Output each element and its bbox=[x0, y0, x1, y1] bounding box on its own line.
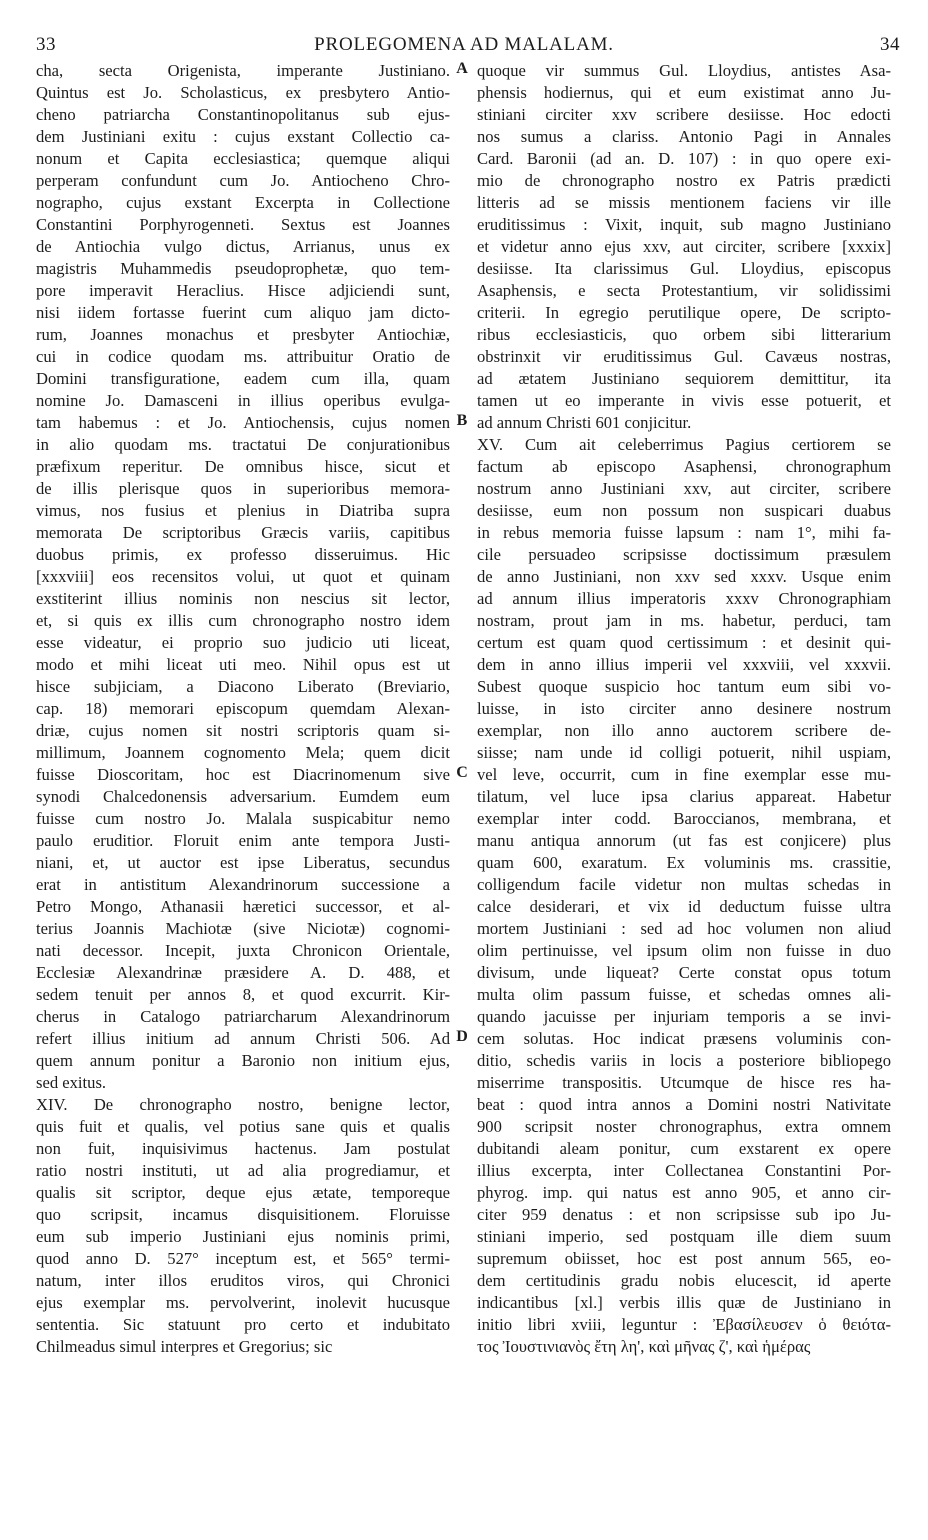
text-line: et videtur anno ejus xxv, aut circiter, scribere [xxxix] bbox=[477, 237, 891, 256]
text-line: nonum et Capita ecclesiastica; quemque aliqui bbox=[36, 149, 450, 168]
text-line: terius Joannis Machiotæ (sive Niciotæ) cognomi- bbox=[36, 919, 450, 938]
text-line: quoque vir summus Gul. Lloydius, antistes Asa- bbox=[477, 61, 891, 80]
text-line: sententia. Sic statuunt pro certo et indubitato bbox=[36, 1315, 450, 1334]
text-line: in alio quodam ms. tractatui De conjurationibus bbox=[36, 435, 450, 454]
text-line: nos sumus a clariss. Antonio Pagi in Annales bbox=[477, 127, 891, 146]
text-line: quando jacuisse per injuriam temporis a se invi- bbox=[477, 1007, 891, 1026]
text-line: de anno Justiniani, non xxv sed xxxv. Usque enim bbox=[477, 567, 891, 586]
left-page-number: 33 bbox=[36, 34, 56, 55]
text-line: Subest quoque suspicio hoc tantum eum sibi vo- bbox=[477, 677, 891, 696]
text-line: paulo eruditior. Floruit enim ante tempora Justi- bbox=[36, 831, 450, 850]
margin-marker-d: D bbox=[456, 1028, 468, 1045]
text-line: eum sub imperio Justiniani ejus nominis primi, bbox=[36, 1227, 450, 1246]
text-line: fuisse Dioscoritam, hoc est Diacrinomenum sive bbox=[36, 765, 450, 784]
text-line: siisse; nam unde id colligi potuerit, nihil uspiam, bbox=[477, 743, 891, 762]
text-line: non fuit, inquisivimus hactenus. Jam postulat bbox=[36, 1139, 450, 1158]
text-line: stiniani circiter xxv scribere desiisse. Hoc edocti bbox=[477, 105, 891, 124]
text-line: refert illius initium ad annum Christi 506. Ad bbox=[36, 1029, 450, 1048]
text-line: hisce subjiciam, a Diacono Liberato (Breviario, bbox=[36, 677, 450, 696]
text-line: sed exitus. bbox=[36, 1073, 107, 1092]
text-line: de Antiochia vulgo dictus, Arrianus, unus ex bbox=[36, 237, 450, 256]
text-line: quis fuit et qualis, vel potius sane quis et qualis bbox=[36, 1117, 450, 1136]
text-line: divisum, unde liqueat? Certe constat opus totum bbox=[477, 963, 891, 982]
text-line: driæ, cujus nomen sit nostri scriptoris quam si- bbox=[36, 721, 450, 740]
text-line: factum ab episcopo Asaphensi, chronographum bbox=[477, 457, 891, 476]
text-line: erat in antistitum Alexandrinorum successione a bbox=[36, 875, 450, 894]
text-line: multa olim passum fuisse, et schedas omnes ali- bbox=[477, 985, 891, 1004]
text-line: miserrime transpositis. Utcumque de hisce res ha- bbox=[477, 1073, 891, 1092]
text-line: dem in anno illius imperii vel xxxviii, vel xxxvii. bbox=[477, 655, 891, 674]
right-text-column bbox=[477, 60, 891, 1358]
margin-marker-b: B bbox=[456, 412, 468, 429]
text-line: tam habemus : et Jo. Antiochensis, cujus nomen bbox=[36, 413, 450, 432]
text-line: tilatum, vel luce ipsa clarius appareat. Habetur bbox=[477, 787, 891, 806]
text-line: duobus primis, ex professo disseruimus. Hic bbox=[36, 545, 450, 564]
text-line: ribus ecclesiasticis, quo orbem sibi litterarium bbox=[477, 325, 891, 344]
text-line: dem certitudinis gradu nobis elucescit, id aperte bbox=[477, 1271, 891, 1290]
left-text-column bbox=[36, 60, 450, 1358]
text-line: rum, Joannes monachus et presbyter Antiochiæ, bbox=[36, 325, 450, 344]
text-line: millimum, Joannem cognomento Mela; quem dicit bbox=[36, 743, 450, 762]
margin-marker-c: C bbox=[456, 764, 468, 781]
text-line: cheno patriarcha Constantinopolitanus sub ejus- bbox=[36, 105, 450, 124]
text-line: ad annum illius imperatoris xxxv Chronographiam bbox=[477, 589, 891, 608]
text-line: nostrum anno Justiniani xxv, aut circiter, scribere bbox=[477, 479, 891, 498]
text-line: vel leve, occurrit, cum in fine exemplar esse mu- bbox=[477, 765, 891, 784]
text-line: [xxxviii] eos recensitos volui, ut quot et quinam bbox=[36, 567, 450, 586]
text-line: niani, et, ut auctor est ipse Liberatus, secundus bbox=[36, 853, 450, 872]
text-line: et, si quis ex illis cum chronographo nostro idem bbox=[36, 611, 450, 630]
text-line: beat : quod intra annos a Domini nostri Nativitate bbox=[477, 1095, 891, 1114]
text-line: esse videatur, ei proprio suo judicio uti liceat, bbox=[36, 633, 450, 652]
text-line: Asaphensis, e secta Protestantium, vir solidissimi bbox=[477, 281, 891, 300]
text-line: certum est quam quod certissimum : et desinit qui- bbox=[477, 633, 891, 652]
text-line: citer 959 denatus : et non scripsisse sub ipo Ju- bbox=[477, 1205, 891, 1224]
text-line: desiisse, eum non possum non suspicari duabus bbox=[477, 501, 891, 520]
text-line: desiisse. Ita clarissimus Gul. Lloydius, episcopus bbox=[477, 259, 891, 278]
text-line: memorata De scriptoribus Græcis variis, capitibus bbox=[36, 523, 450, 542]
text-line: cha, secta Origenista, imperante Justiniano. bbox=[36, 61, 450, 80]
text-line: natum, inter illos eruditos viros, qui Chronici bbox=[36, 1271, 450, 1290]
text-line: Domini transfiguratione, eadem cum illa, quam bbox=[36, 369, 450, 388]
text-line: quem annum ponitur a Baronio non initium ejus, bbox=[36, 1051, 450, 1070]
text-line: obstrinxit vir eruditissimus Gul. Cavæus nostras, bbox=[477, 347, 891, 366]
text-line: ad annum Christi 601 conjicitur. bbox=[477, 413, 692, 432]
text-line: Quintus est Jo. Scholasticus, ex presbytero Antio- bbox=[36, 83, 450, 102]
text-line: 900 scripsit noster chronographus, extra omnem bbox=[477, 1117, 891, 1136]
text-line: ejus exemplar ms. pervolverint, inolevit hucusque bbox=[36, 1293, 450, 1312]
text-line: nisi iidem fortasse fuerint cum aliquo jam dicto- bbox=[36, 303, 450, 322]
text-line: luisse, in isto circiter anno desinere nostrum bbox=[477, 699, 891, 718]
text-line: præfixum reperitur. De omnibus hisce, sicut et bbox=[36, 457, 450, 476]
text-line: dubitandi aleam ponitur, cum exstarent ex opere bbox=[477, 1139, 891, 1158]
text-line: quam 600, exaratum. Ex voluminis ms. crassitie, bbox=[477, 853, 891, 872]
text-line: mortem Justiniani : sed ad hoc volumen non aliud bbox=[477, 919, 891, 938]
text-line: Constantini Porphyrogenneti. Sextus est Joannes bbox=[36, 215, 450, 234]
text-line: exemplar, non illo anno auctorem scribere de- bbox=[477, 721, 891, 740]
text-line: nostram, prout jam in ms. habetur, perduci, tam bbox=[477, 611, 891, 630]
text-line: qualis sit scriptor, deque ejus ætate, temporeque bbox=[36, 1183, 450, 1202]
text-line: pore imperavit Heraclius. Hisce adjiciendi sunt, bbox=[36, 281, 450, 300]
margin-marker-a: A bbox=[456, 60, 468, 77]
text-line: vimus, nos fusius et plenius in Diatriba supra bbox=[36, 501, 450, 520]
text-line: modo et mihi liceat uti meo. Nihil opus est ut bbox=[36, 655, 450, 674]
text-line: indicantibus [xl.] verbis illis quæ de Justiniano in bbox=[477, 1293, 891, 1312]
text-line: nomine Jo. Damasceni in illius operibus evulga- bbox=[36, 391, 450, 410]
text-line: nographo, cujus exstant Excerpta in Collectione bbox=[36, 193, 450, 212]
text-line: olim pertinuisse, vel ipsum olim non fuisse in duo bbox=[477, 941, 891, 960]
text-line: perperam confundunt cum Jo. Antiocheno Chro- bbox=[36, 171, 450, 190]
text-line: manu antiqua annorum (ut fas est conjicere) plus bbox=[477, 831, 891, 850]
text-line: colligendum facile videtur non multas schedas in bbox=[477, 875, 891, 894]
text-line: Ecclesiæ Alexandrinæ præsidere A. D. 488, et bbox=[36, 963, 450, 982]
text-line: exstiterint illius nominis non nescius sit lector, bbox=[36, 589, 450, 608]
text-line: cile persuadeo scripsisse doctissimum præsulem bbox=[477, 545, 891, 564]
text-line: Chilmeadus simul interpres et Gregorius; sic bbox=[36, 1337, 333, 1356]
running-head-title: PROLEGOMENA AD MALALAM. bbox=[314, 34, 614, 55]
text-line: cui in codice quodam ms. attribuitur Oratio de bbox=[36, 347, 450, 366]
text-line: quod anno D. 527° inceptum est, et 565° termi- bbox=[36, 1249, 450, 1268]
text-line: illius excerpta, inter Collectanea Constantini Por- bbox=[477, 1161, 891, 1180]
text-line: XIV. De chronographo nostro, benigne lector, bbox=[36, 1095, 450, 1114]
text-line: de illis plerisque quos in superioribus memora- bbox=[36, 479, 450, 498]
text-line: in rebus memoria fuisse lapsum : nam 1°, mihi fa- bbox=[477, 523, 891, 542]
text-line: quo scripsit, incamus disquisitionem. Floruisse bbox=[36, 1205, 450, 1224]
text-line: synodi Chalcedonensis adversarium. Eumdem eum bbox=[36, 787, 450, 806]
text-line: ad ætatem Justiniano sequiorem demittitur, ita bbox=[477, 369, 891, 388]
text-line: cem solutas. Hoc indicat præsens voluminis con- bbox=[477, 1029, 891, 1048]
text-line: phyrog. imp. qui natus est anno 905, et anno cir- bbox=[477, 1183, 891, 1202]
text-line: Petro Mongo, Athanasii hæretici successor, et al- bbox=[36, 897, 450, 916]
text-line: exemplar inter codd. Baroccianos, membrana, et bbox=[477, 809, 891, 828]
text-line: phensis hodiernus, qui et eum existimat anno Ju- bbox=[477, 83, 891, 102]
text-line: criterii. In egregio perutilique opere, De scripto- bbox=[477, 303, 891, 322]
text-line: τος Ἰουστινιανὸς ἔτη λη', καὶ μῆνας ζ', καὶ ἡμέρας bbox=[477, 1337, 811, 1356]
text-line: dem Justiniani exitu : cujus exstant Collectio ca- bbox=[36, 127, 450, 146]
text-line: sedem tenuit per annos 8, et quod excurrit. Kir- bbox=[36, 985, 450, 1004]
text-line: eruditissimus : Vixit, inquit, sub magno Justiniano bbox=[477, 215, 891, 234]
text-line: mio de chronographo nostro ex Patris prædicti bbox=[477, 171, 891, 190]
text-line: XV. Cum ait celeberrimus Pagius certiorem se bbox=[477, 435, 891, 454]
text-line: tamen ut eo imperante in vivis esse potuerit, et bbox=[477, 391, 891, 410]
text-line: Card. Baronii (ad an. D. 107) : in quo opere exi- bbox=[477, 149, 891, 168]
text-line: magistris Muhammedis pseudoprophetæ, quo tem- bbox=[36, 259, 450, 278]
text-line: ratio nostri instituti, ut ad alia progrediamur, et bbox=[36, 1161, 450, 1180]
text-line: cherus in Catalogo patriarcharum Alexandrinorum bbox=[36, 1007, 450, 1026]
text-line: ditio, schedis variis in locis a posteriore bibliopego bbox=[477, 1051, 891, 1070]
right-page-number: 34 bbox=[880, 34, 900, 55]
text-line: calce desiderari, et vix id deductum fuisse ultra bbox=[477, 897, 891, 916]
text-line: fuisse cum nostro Jo. Malala suspicabitur nemo bbox=[36, 809, 450, 828]
text-line: cap. 18) memorari episcopum quemdam Alexan- bbox=[36, 699, 450, 718]
text-line: litteris ad se missis mentionem faciens vir ille bbox=[477, 193, 891, 212]
text-line: stiniani imperio, sed postquam ille diem suum bbox=[477, 1227, 891, 1246]
text-line: initio libri xviii, leguntur : Ἐβασίλευσεν ὁ θειότα- bbox=[477, 1315, 891, 1334]
text-line: supremum obiisset, hoc est post annum 565, eo- bbox=[477, 1249, 891, 1268]
text-line: nati decessor. Incepit, juxta Chronicon Orientale, bbox=[36, 941, 450, 960]
